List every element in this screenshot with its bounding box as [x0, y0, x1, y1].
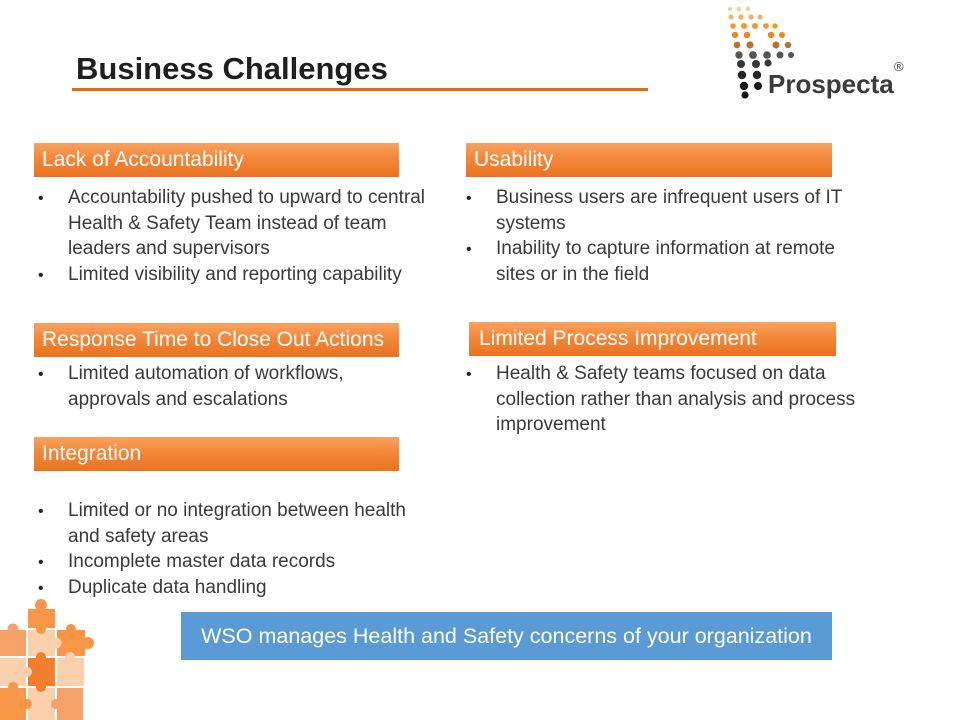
puzzle-pieces-icon — [0, 596, 96, 720]
bullet-list — [40, 185, 440, 287]
section-heading: Response Time to Close Out Actions — [34, 323, 399, 357]
registered-mark: ® — [894, 59, 904, 74]
summary-banner: WSO manages Health and Safety concerns of your organization — [181, 612, 832, 660]
bullet-item: • Limited or no integration between health and safety areas — [40, 498, 424, 549]
bullet-item: • Health & Safety teams focused on data collection rather than analysis and process improvement — [468, 361, 881, 438]
logo-wordmark: Prospecta — [768, 69, 894, 99]
bullet-item: • Limited automation of workflows, approvals and escalations — [40, 361, 388, 412]
section-heading: Lack of Accountability — [34, 143, 399, 177]
section-heading: Usability — [466, 143, 832, 177]
bullet-item: • Incomplete master data records — [40, 549, 424, 575]
bullet-list — [40, 498, 424, 600]
bullet-item: • Business users are infrequent users of IT systems — [468, 185, 861, 236]
bullet-item: • Duplicate data handling — [40, 575, 424, 601]
bullet-list — [40, 361, 388, 412]
slide-title: Business Challenges — [76, 51, 388, 86]
section-heading: Limited Process Improvement — [469, 322, 836, 356]
bullet-list — [468, 185, 861, 287]
bullet-item: • Limited visibility and reporting capability — [40, 262, 440, 288]
bullet-list — [468, 361, 881, 438]
section-heading: Integration — [34, 437, 399, 471]
bullet-item: • Accountability pushed to upward to central Health & Safety Team instead of team leaders and supervisors — [40, 185, 440, 262]
title-underline — [72, 88, 648, 91]
bullet-item: • Inability to capture information at remote sites or in the field — [468, 236, 861, 287]
